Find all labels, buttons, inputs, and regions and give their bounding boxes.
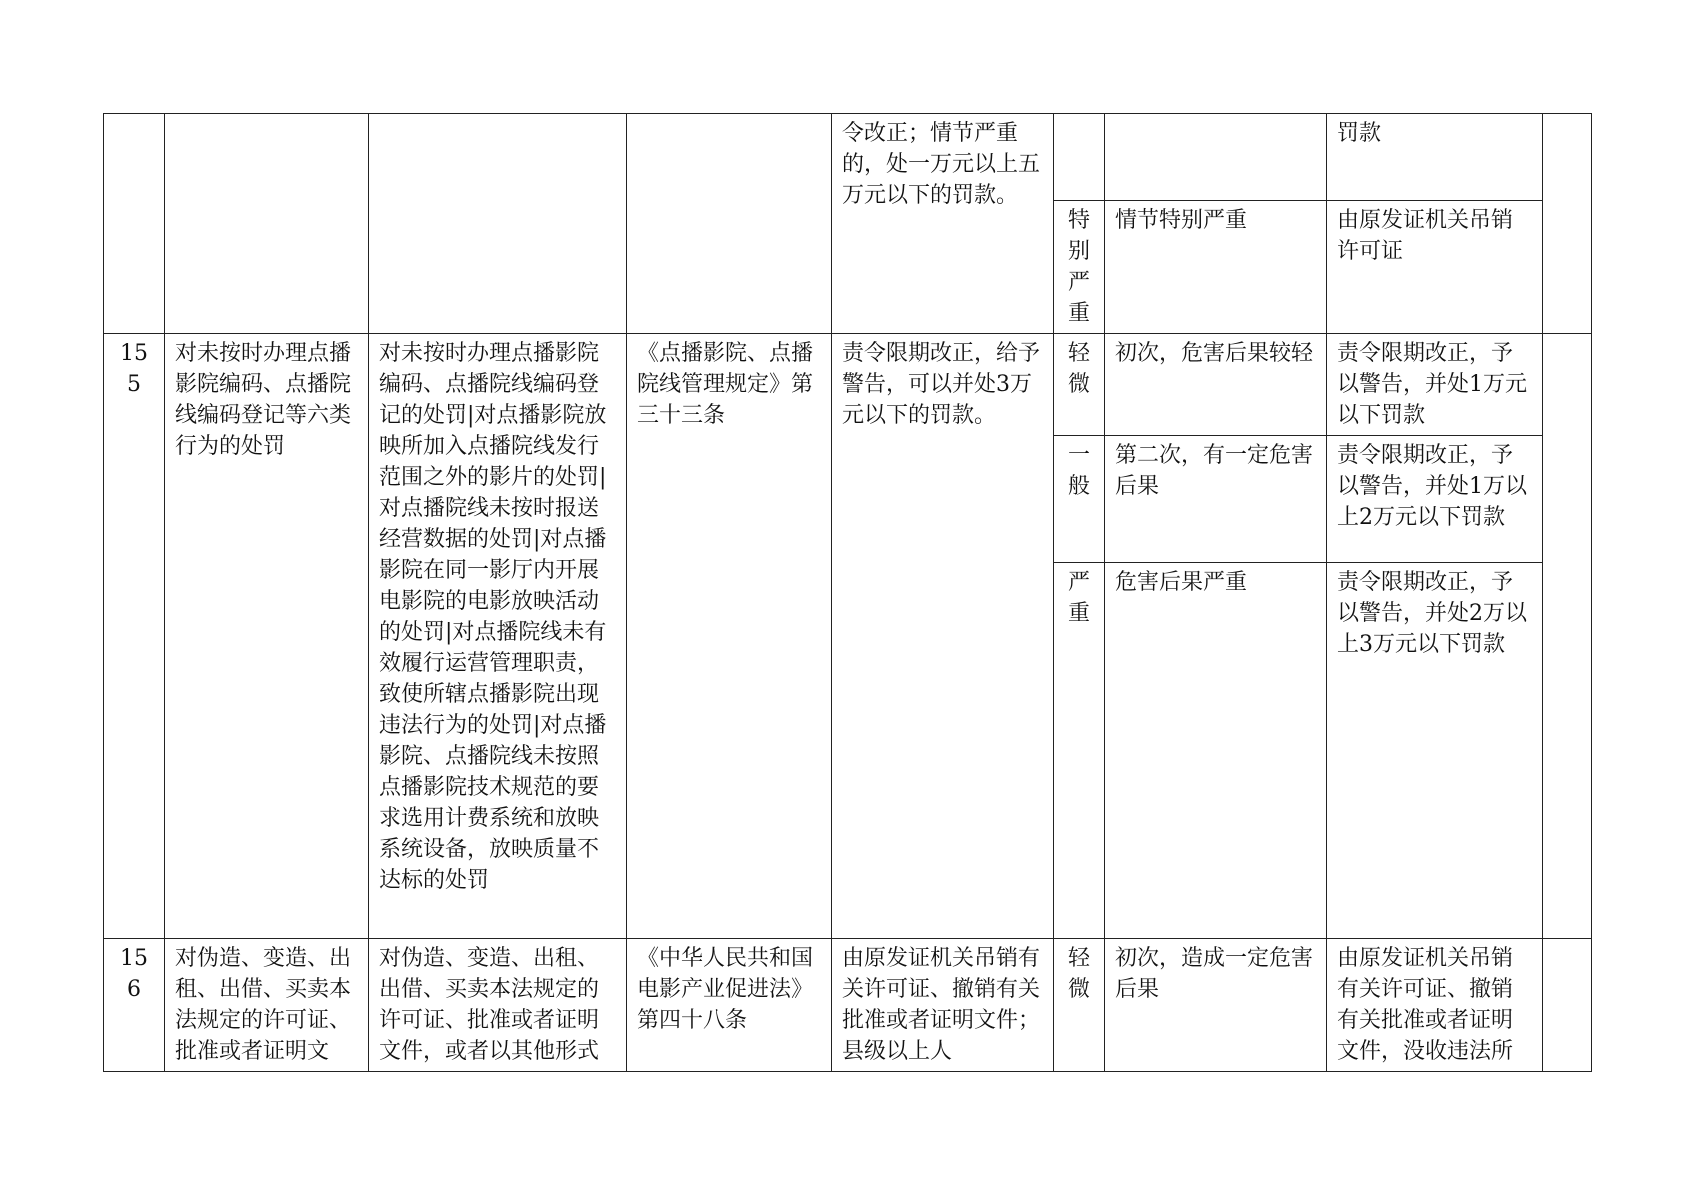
penalty-cell: 责令限期改正，予以警告，并处1万以上2万元以下罚款 [1327,436,1543,563]
penalty-cell: 由原发证机关吊销有关许可证、撤销有关批准或者证明文件，没收违法所 [1327,939,1543,1072]
item-cell [165,114,369,334]
level-cell [1054,939,1105,1072]
basis-cell [627,114,832,334]
level-cell [1054,436,1105,563]
condition-cell: 第二次，有一定危害后果 [1105,436,1327,563]
level-text: 特别严重 [1067,208,1090,326]
penalty-cell: 责令限期改正，予以警告，并处2万以上3万元以下罚款 [1327,563,1543,939]
sub-items-cell: 对未按时办理点播影院编码、点播院线编码登记的处罚|对点播影院放映所加入点播院线发行范围之外的影片的处罚|对点播院线未按时报送经营数据的处罚|对点播影院在同一影厅内开展电影院的电影放映活动的处罚|对点播院线未有效履行运营管理职责，致使所辖点播影院出现违法行为的处罚|对点播影院、点播院线未按照点播影院技术规范的要求选用计费系统和放映系统设备，放映质量不达标的处罚 [369,334,627,939]
continuation-row [104,114,1592,201]
basis-cell: 《中华人民共和国电影产业促进法》第四十八条 [627,939,832,1072]
row-number: 155 [104,334,165,939]
sub-items-cell: 对伪造、变造、出租、出借、买卖本法规定的许可证、批准或者证明文件，或者以其他形式 [369,939,627,1072]
row-number: 156 [104,939,165,1072]
penalty-cell: 罚款 [1327,114,1543,201]
condition-cell: 危害后果严重 [1105,563,1327,939]
condition-cell: 初次，造成一定危害后果 [1105,939,1327,1072]
table-row [104,334,1592,436]
remarks-cell [1543,939,1592,1072]
level-cell [1054,334,1105,436]
penalty-standards-table [103,113,1592,1072]
level-cell [1054,563,1105,939]
sub-items-cell [369,114,627,334]
remarks-cell [1543,114,1592,334]
level-cell [1054,114,1105,201]
condition-cell [1105,114,1327,201]
condition-cell: 情节特别严重 [1105,201,1327,334]
level-text: 轻微 [1067,341,1090,397]
level-text: 轻微 [1067,946,1090,1002]
item-cell: 对伪造、变造、出租、出借、买卖本法规定的许可证、批准或者证明文 [165,939,369,1072]
level-text: 一般 [1067,443,1090,499]
number-cell [104,114,165,334]
penalty-rule-cell: 令改正；情节严重的，处一万元以上五万元以下的罚款。 [832,114,1054,334]
penalty-cell: 由原发证机关吊销许可证 [1327,201,1543,334]
condition-cell: 初次，危害后果较轻 [1105,334,1327,436]
penalty-rule-cell: 责令限期改正，给予警告，可以并处3万元以下的罚款。 [832,334,1054,939]
penalty-rule-cell: 由原发证机关吊销有关许可证、撤销有关批准或者证明文件；县级以上人 [832,939,1054,1072]
remarks-cell [1543,334,1592,939]
level-cell [1054,201,1105,334]
penalty-cell: 责令限期改正，予以警告，并处1万元以下罚款 [1327,334,1543,436]
basis-cell: 《点播影院、点播院线管理规定》第三十三条 [627,334,832,939]
table-row [104,939,1592,1072]
level-text: 严重 [1067,570,1090,626]
item-cell: 对未按时办理点播影院编码、点播院线编码登记等六类行为的处罚 [165,334,369,939]
